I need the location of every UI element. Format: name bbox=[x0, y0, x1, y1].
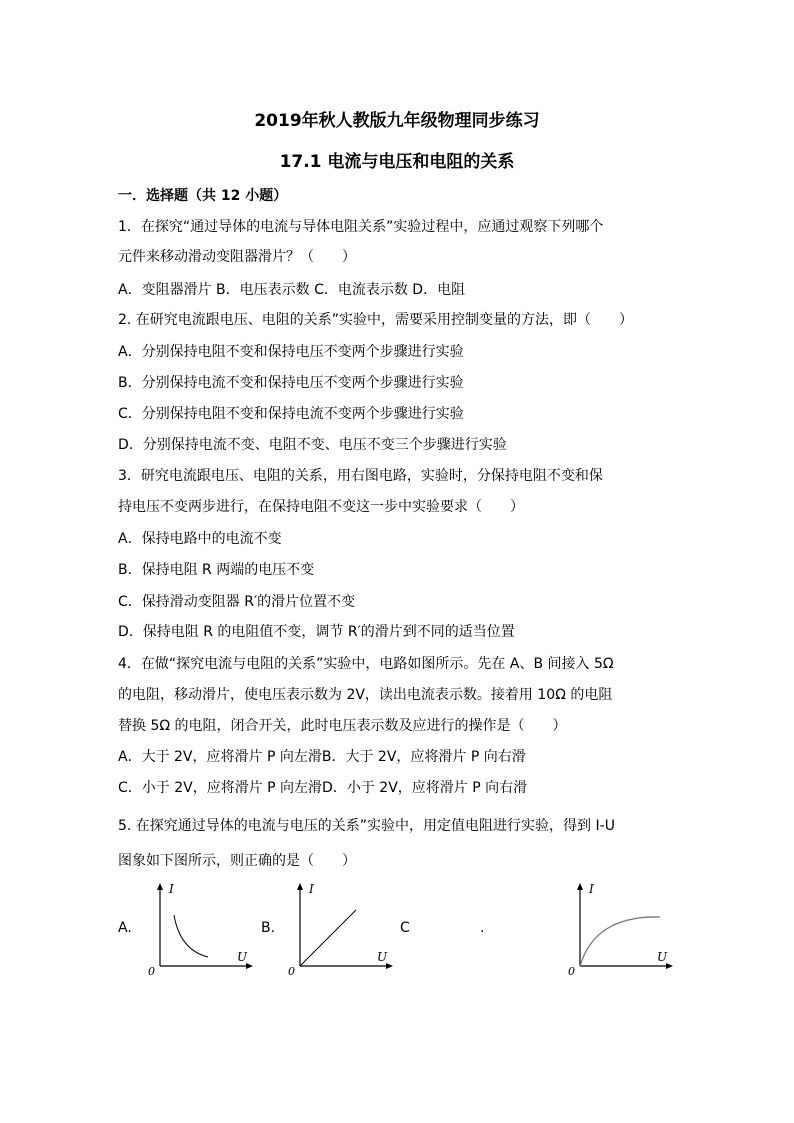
question-4-stem-line-3: 替换 5Ω 的电阻，闭合开关，此时电压表示数及应进行的操作是（ ） bbox=[118, 718, 567, 734]
graph-a-label: A. bbox=[118, 920, 132, 936]
question-1-stem-line-2: 元件来移动滑动变阻器滑片？（ ） bbox=[118, 249, 356, 265]
graph-a-curve bbox=[174, 915, 208, 957]
question-1-stem-line-1: 1．在探究“通过导体的电流与导体电阻关系”实验过程中，应通过观察下列哪个 bbox=[118, 219, 604, 235]
graph-d-y-arrow bbox=[577, 883, 583, 890]
graph-d-label: . bbox=[480, 920, 485, 936]
question-1-options: A．变阻器滑片 B．电压表示数 C．电流表示数 D．电阻 bbox=[118, 282, 466, 298]
question-3-option-a: A．保持电路中的电流不变 bbox=[118, 531, 282, 547]
graph-a-y-arrow bbox=[157, 883, 163, 890]
graph-b bbox=[280, 878, 400, 978]
graph-b-origin: 0 bbox=[288, 965, 295, 978]
question-4-stem-line-2: 的电阻，移动滑片，使电压表示数为 2V，读出电流表示数。接着用 10Ω 的电阻 bbox=[118, 687, 613, 703]
question-3-stem-line-1: 3．研究电流跟电压、电阻的关系，用右图电路，实验时，分保持电阻不变和保 bbox=[118, 468, 603, 484]
question-3-stem-line-2: 持电压不变两步进行，在保持电阻不变这一步中实验要求（ ） bbox=[118, 499, 524, 515]
graph-c-label: C bbox=[400, 920, 410, 936]
graph-d-origin: 0 bbox=[568, 965, 575, 978]
graph-b-y-label: I bbox=[309, 882, 314, 896]
section-heading: 一．选择题（共 12 小题） bbox=[118, 188, 288, 204]
question-5-stem-line-1: 5. 在探究通过导体的电流与电压的关系”实验中，用定值电阻进行实验，得到 I-U bbox=[118, 818, 615, 834]
question-2-option-d: D．分别保持电流不变、电阻不变、电压不变三个步骤进行实验 bbox=[118, 437, 507, 453]
question-2-stem: 2. 在研究电流跟电压、电阻的关系”实验中，需要采用控制变量的方法，即（ ） bbox=[118, 312, 634, 328]
graph-d-x-label: U bbox=[657, 950, 668, 964]
document-title: 2019年秋人教版九年级物理同步练习 bbox=[254, 111, 540, 131]
graph-a bbox=[140, 878, 260, 978]
question-2-option-a: A．分别保持电阻不变和保持电压不变两个步骤进行实验 bbox=[118, 344, 464, 360]
graph-a-origin: 0 bbox=[148, 965, 155, 978]
graph-b-x-label: U bbox=[377, 950, 388, 964]
graph-a-y-label: I bbox=[169, 882, 174, 896]
question-2-option-b: B．分别保持电流不变和保持电压不变两个步骤进行实验 bbox=[118, 375, 464, 391]
graph-d bbox=[560, 878, 680, 978]
graph-b-line bbox=[300, 910, 356, 966]
question-3-option-d: D．保持电阻 R 的电阻值不变，调节 R′的滑片到不同的适当位置 bbox=[118, 624, 515, 640]
graph-b-label: B. bbox=[261, 920, 276, 936]
question-2-option-c: C．分别保持电阻不变和保持电流不变两个步骤进行实验 bbox=[118, 406, 464, 422]
question-3-option-b: B．保持电阻 R 两端的电压不变 bbox=[118, 562, 315, 578]
graph-a-x-label: U bbox=[237, 950, 248, 964]
graph-d-curve bbox=[580, 917, 660, 966]
question-4-stem-line-1: 4．在做“探究电流与电阻的关系”实验中，电路如图所示。先在 A、B 间接入 5Ω bbox=[118, 656, 614, 672]
question-4-options-ab: A．大于 2V，应将滑片 P 向左滑B．大于 2V，应将滑片 P 向右滑 bbox=[118, 749, 526, 765]
question-4-options-cd: C．小于 2V，应将滑片 P 向左滑D．小于 2V，应将滑片 P 向右滑 bbox=[118, 780, 528, 796]
graph-d-y-label: I bbox=[589, 882, 594, 896]
graph-b-y-arrow bbox=[297, 883, 303, 890]
document-subtitle: 17.1 电流与电压和电阻的关系 bbox=[279, 152, 515, 172]
question-3-option-c: C．保持滑动变阻器 R′的滑片位置不变 bbox=[118, 594, 356, 610]
question-5-stem-line-2: 图象如下图所示，则正确的是（ ） bbox=[118, 853, 356, 869]
